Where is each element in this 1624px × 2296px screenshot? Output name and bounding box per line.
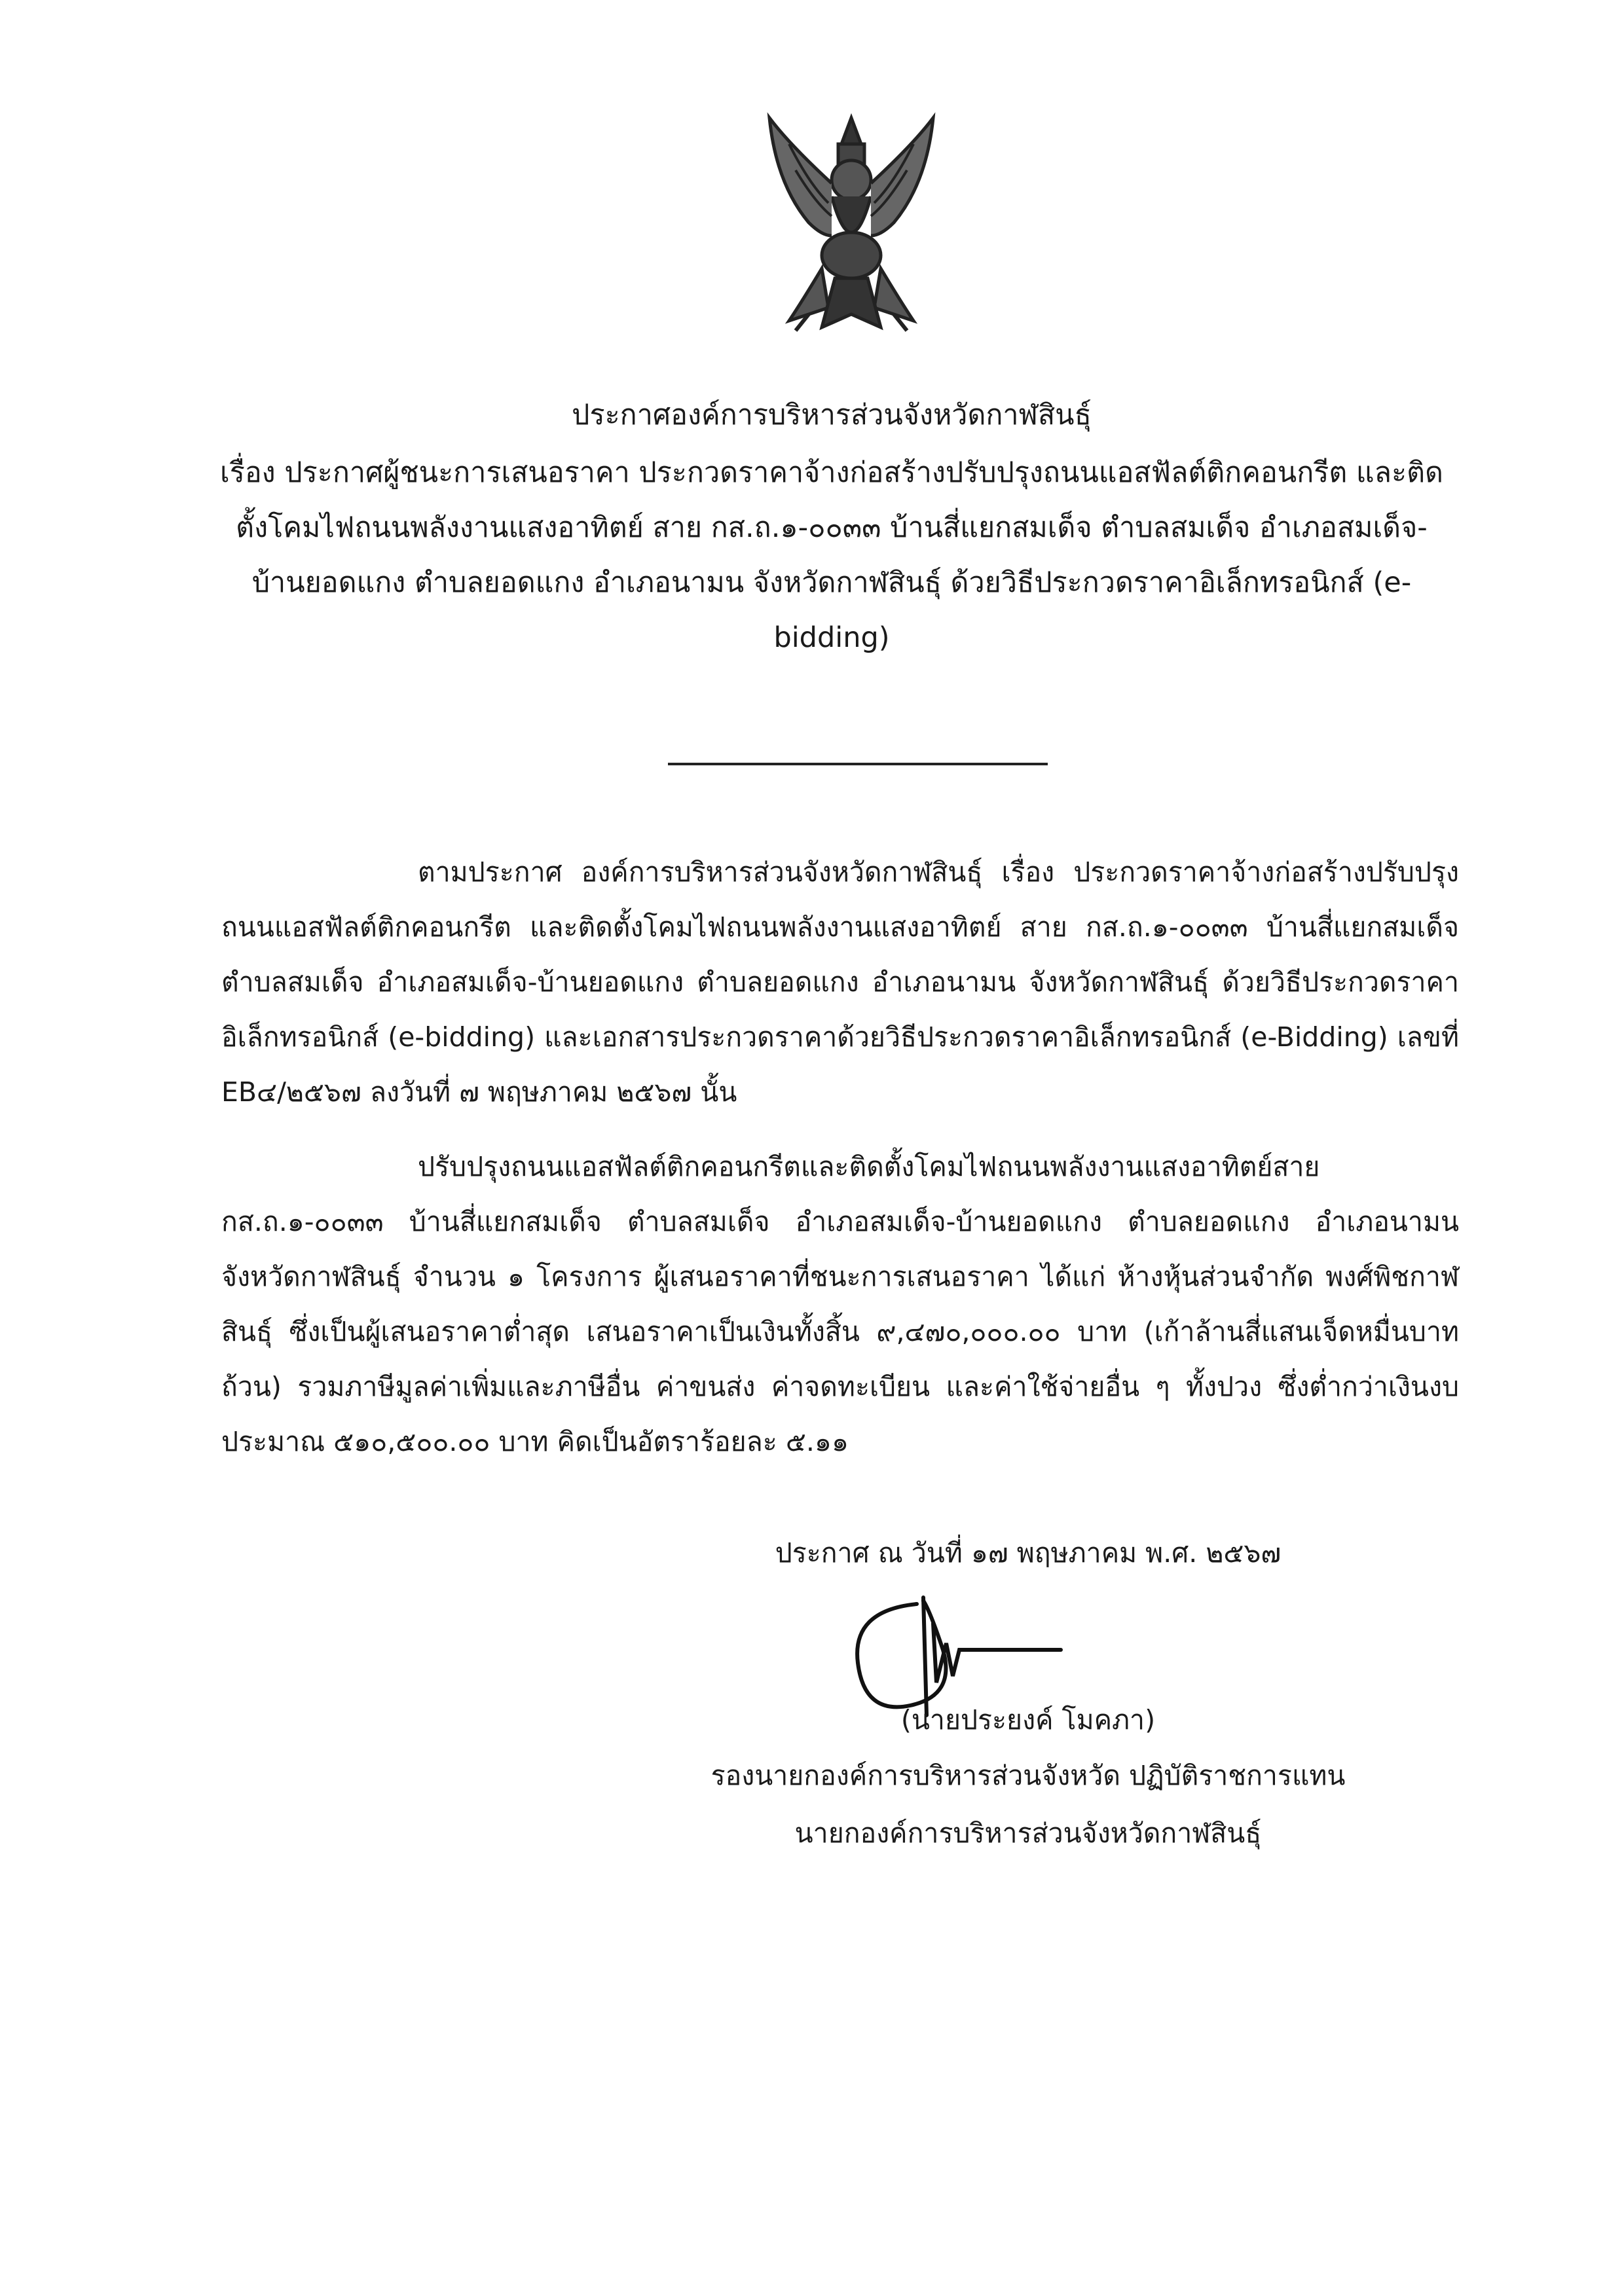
announcement-subject: เรื่อง ประกาศผู้ชนะการเสนอราคา ประกวดราคาจ้างก่อสร้างปรับปรุงถนนแอสฟัลต์ติกคอนกรีต และติดตั้งโคมไฟถนนพลังงานแสงอาทิตย์ สาย กส.ถ.๑-๐๐๓๓ บ้านสี่แยกสมเด็จ ตำบลสมเด็จ อำเภอสมเด็จ-บ้านยอดแกง ตำบลยอดแกง อำเภอนามน จังหวัดกาฬสินธุ์ ด้วยวิธีประกวดราคาอิเล็กทรอนิกส์ (e-bidding) <box>220 456 1443 654</box>
signer-name: (นายประยงค์ โมคภา) <box>900 1704 1156 1736</box>
signer-position-line-2: นายกองค์การบริหารส่วนจังหวัดกาฬสินธุ์ <box>794 1817 1262 1849</box>
header-divider <box>668 763 1048 765</box>
garuda-emblem-icon <box>750 105 953 340</box>
body-paragraph-2: ปรับปรุงถนนแอสฟัลต์ติกคอนกรีตและติดตั้งโคมไฟถนนพลังงานแสงอาทิตย์สาย กส.ถ.๑-๐๐๓๓ บ้านสี่แยกสมเด็จ ตำบลสมเด็จ อำเภอสมเด็จ-บ้านยอดแกง ตำบลยอดแกง อำเภอนามน จังหวัดกาฬสินธุ์ จำนวน ๑ โครงการ ผู้เสนอราคาที่ชนะการเสนอราคา ได้แก่ ห้างหุ้นส่วนจำกัด พงศ์พิชกาฬสินธุ์ ซึ่งเป็นผู้เสนอราคาต่ำสุด เสนอราคาเป็นเงินทั้งสิ้น ๙,๔๗๐,๐๐๐.๐๐ บาท (เก้าล้านสี่แสนเจ็ดหมื่นบาทถ้วน) รวมภาษีมูลค่าเพิ่มและภาษีอื่น ค่าขนส่ง ค่าจดทะเบียน และค่าใช้จ่ายอื่น ๆ ทั้งปวง ซึ่งต่ำกว่าเงินงบประมาณ ๕๑๐,๕๐๐.๐๐ บาท คิดเป็นอัตราร้อยละ ๕.๑๑ <box>221 1151 1459 1457</box>
announcement-date: ประกาศ ณ วันที่ ๑๗ พฤษภาคม พ.ศ. ๒๕๖๗ <box>775 1537 1282 1569</box>
signer-position-line-1: รองนายกองค์การบริหารส่วนจังหวัด ปฏิบัติราชการแทน <box>710 1760 1346 1791</box>
body-paragraph-1: ตามประกาศ องค์การบริหารส่วนจังหวัดกาฬสินธุ์ เรื่อง ประกวดราคาจ้างก่อสร้างปรับปรุงถนนแอสฟัลต์ติกคอนกรีต และติดตั้งโคมไฟถนนพลังงานแสงอาทิตย์ สาย กส.ถ.๑-๐๐๓๓ บ้านสี่แยกสมเด็จ ตำบลสมเด็จ อำเภอสมเด็จ-บ้านยอดแกง ตำบลยอดแกง อำเภอนามน จังหวัดกาฬสินธุ์ ด้วยวิธีประกวดราคาอิเล็กทรอนิกส์ (e-bidding) และเอกสารประกวดราคาด้วยวิธีประกวดราคาอิเล็กทรอนิกส์ (e-Bidding) เลขที่ EB๔/๒๕๖๗ ลงวันที่ ๗ พฤษภาคม ๒๕๖๗ นั้น <box>221 856 1459 1108</box>
announcement-title: ประกาศองค์การบริหารส่วนจังหวัดกาฬสินธุ์ <box>572 399 1092 431</box>
